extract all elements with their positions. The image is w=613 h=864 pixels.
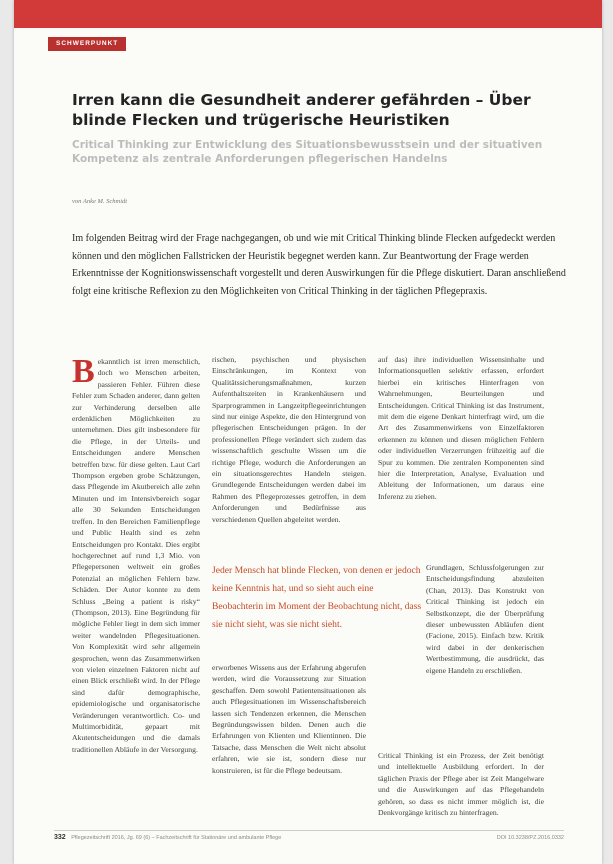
page-number: 332 bbox=[54, 834, 66, 841]
intro-paragraph: Im folgenden Beitrag wird der Frage nachgegangen, ob und wie mit Critical Thinking blinde Flecken aufgedeckt werden können und den möglichen Fallstricken der Heuristik begegnet werden kann. Zur Beantwortung der Frage werden Erkenntnisse der Kognitionswissenschaft vorgestellt und deren Auswirkungen für die Pflege diskutiert. Daran anschließend folgt eine kritische Reflexion zu den Möglichkeiten von Critical Thinking in der täglichen Pflegepraxis. bbox=[72, 233, 566, 297]
article-subtitle: Critical Thinking zur Entwicklung des Situationsbewusstsein und der situativen Kompetenz als zentrale Anforderungen pflegerischen Handelns bbox=[72, 139, 543, 165]
body-column-3-lower bbox=[378, 750, 544, 820]
body-column-2-lower bbox=[212, 662, 366, 820]
body-text-col3-lower: Critical Thinking ist ein Prozess, der Zeit benötigt und intellektuelle Ausbildung erfordert. In der täglichen Praxis der Pflege aber ist Zeit Mangelware und die Auswirkungen auf das Pflegehandeln gehören, so dass es nicht immer möglich ist, die Denkvorgänge kritisch zu hinterfragen. bbox=[378, 751, 544, 818]
body-column-2 bbox=[212, 354, 366, 560]
drop-cap: B bbox=[72, 356, 95, 390]
body-column-1 bbox=[72, 356, 200, 818]
page-footer bbox=[54, 830, 564, 841]
body-text-col3-middle: Grundlagen, Schlussfolgerungen zur Entscheidungsfindung abzuleiten (Chan, 2013). Das Konstrukt von Critical Thinking ist jedoch ein Selbstkonzept, die der Überprüfung dieser unbewussten Abläufen dient (Facione, 2015). Einfach bzw. Kritik wird dabei in der denkerischen Wertbestimmung, die ausdrückt, das eigene Handeln zu erschließen. bbox=[426, 563, 544, 675]
author-byline: von Anke M. Schmidt bbox=[72, 198, 128, 205]
pull-quote: Jeder Mensch hat blinde Flecken, von denen er jedoch keine Kenntnis hat, und so sieht auch eine Beobachterin im Moment der Beobachtung nicht, dass sie nicht sieht, was sie nicht sieht. bbox=[212, 562, 422, 634]
body-text-col2: rischen, psychischen und physischen Einschränkungen, im Kontext von Qualitätssicherungsmaßnahmen, kurzen Aufenthaltszeiten in Krankenhäusern und Sparprogrammen in Langzeitpflegeeinrichtungen sind nur einige Aspekte, die den Hintergrund von pflegerischen Entscheidungen prägen. In der professionellen Pflege verändert sich zudem das wissenschaftlich geschulte Wissen um die richtige Pflege, wodurch die Anforderungen an ein situationsgerechtes Handeln steigen. Grundlegende Entscheidungen werden dabei im Rahmen des Pflegeprozesses getroffen, in dem Anforderungen und Bedürfnisse aus verschiedenen Quellen abgeleitet werden. bbox=[212, 355, 366, 524]
body-text-col3: auf das) ihre individuellen Wissensinhalte und Informationsquellen selektiv erfassen, erfordert hierbei ein kritisches Hinterfragen von Wahrnehmungen, Beurteilungen und Entscheidungen. Critical Thinking ist das Instrument, mit dem die eigene Denkart hinterfragt wird, um die Art des Zusammenwirkens von Einzelfaktoren erkennen zu können und diesen möglichen Fehlern oder individuellen Verzerrungen frühzeitig auf die Spur zu kommen. Die zentralen Komponenten sind hier die Interpretation, Analyse, Evaluation und Ableitung der Informationen, um daraus eine Inferenz zu ziehen. bbox=[378, 355, 544, 501]
body-column-3 bbox=[378, 354, 544, 562]
footer-doi: DOI 10.3238/PZ.2016.0332 bbox=[496, 835, 564, 841]
red-header-bar bbox=[14, 0, 602, 28]
body-text-col2-lower: erworbenes Wissens aus der Erfahrung abgerufen werden, wird die Voraussetzung zur Situation geschaffen. Dem sowohl Patientensituationen als auch Pflegesituationen im Wissenschaftsbereich lassen sich Tendenzen erkennen, die Menschen Begründungswissen bilden. Denen auch die Erfahrungen von Klienten und Klientinnen. Die Tatsache, dass Menschen die Welt nicht absolut erfahren, wie sie ist, sondern diese nur konstruieren, ist für die Pflege bedeutsam. bbox=[212, 663, 366, 775]
section-label: SCHWERPUNKT bbox=[48, 37, 126, 51]
body-text-col1: ekanntlich ist irren menschlich, doch wo Menschen arbeiten, passieren Fehler. Führen diese Fehler zum Schaden anderer, dann gelten zur Verhinderung derselben alle erdenklichen Möglichkeiten zu unternehmen. Dies gilt insbesondere für die Pflege, in der Urteils- und Entscheidungen andere Menschen betreffen bzw. für diese gelten. Laut Carl Thompson ergeben grobe Schätzungen, dass Pflegende im Akutbereich alle zehn Minuten und im Intensivbereich sogar alle 30 Sekunden Entscheidungen treffen. In den Bereichen Familienpflege und Public Health sind es zehn Entscheidungen pro Kontakt. Dies ergibt hochgerechnet auf rund 1,3 Mio. von Pflegepersonen weltweit ein großes Potenzial an möglichen Fehlern bzw. Schäden. Der Autor konnte zu dem Schluss „Being a patient is risky“ (Thompson, 2013). Eine Begründung für mögliche Fehler liegt in dem sich immer weiter wandelnden Pflegesituationen. Von Komplexität wird sehr allgemein gesprochen, wenn das Zusammenwirken von vielen einzelnen Faktoren nicht auf einen Blick erschließt wird. In der Pflege sind dafür demographische, epidemiologische und organisatorische Veränderungen verantwortlich. Co- und Multimorbidität, gepaart mit Akutentscheidungen und die damals traditionellen Abläufe in der Versorgung. bbox=[72, 357, 200, 754]
footer-journal: Pflegezeitschrift 2016, Jg. 69 (6) – Fachzeitschrift für Stationäre und ambulante Pflege bbox=[71, 835, 282, 841]
document-page bbox=[14, 0, 602, 864]
article-title: Irren kann die Gesundheit anderer gefährden – Über blinde Flecken und trügerische Heuristiken bbox=[72, 91, 531, 129]
